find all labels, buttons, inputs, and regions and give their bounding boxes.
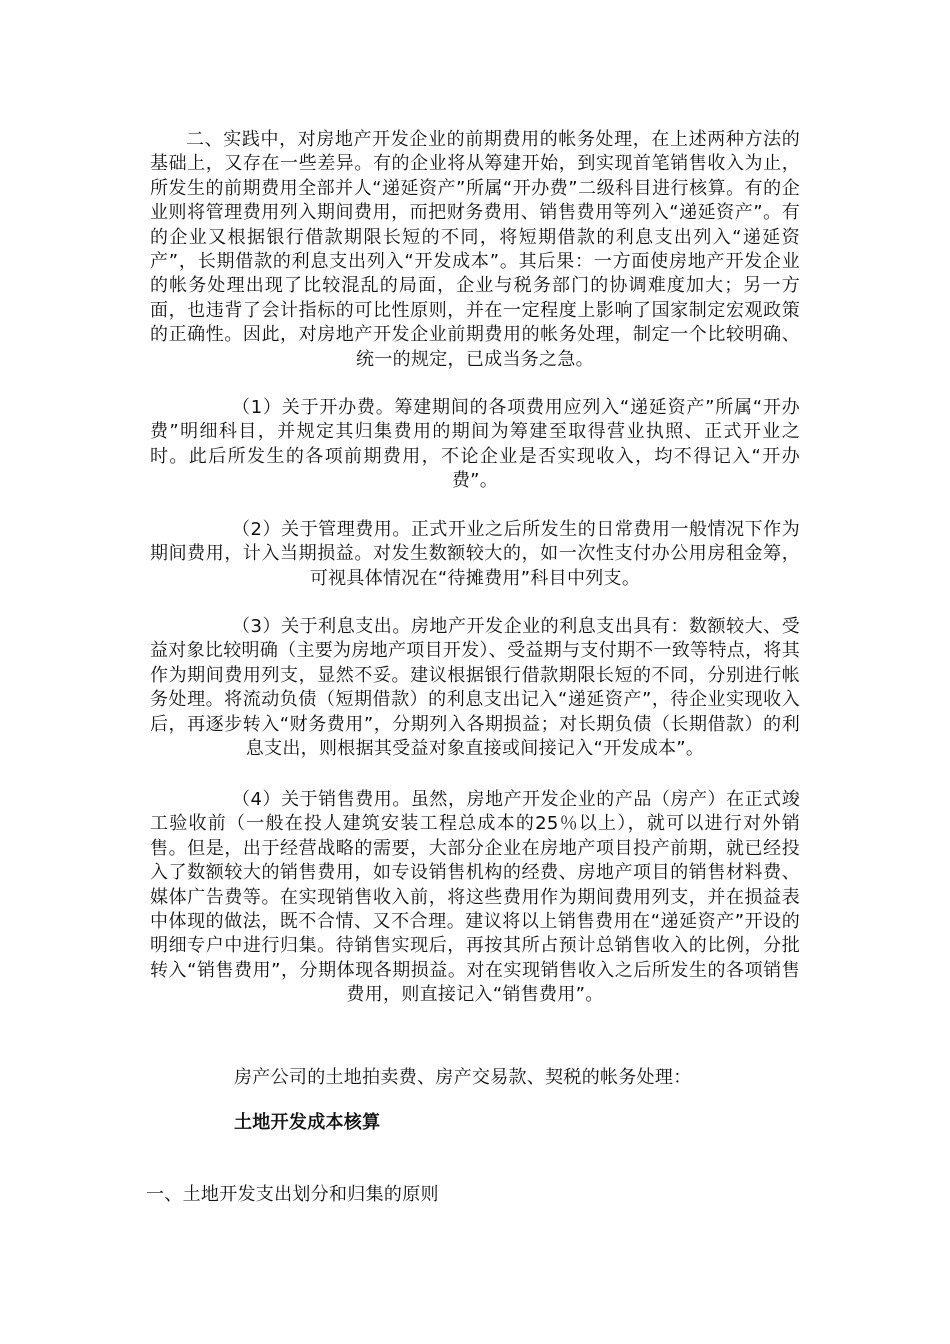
paragraph-management-expenses: （2）关于管理费用。正式开业之后所发生的日常费用一般情况下作为期间费用，计入当期损益。对发生数额较大的，如一次性支付办公用房租金筹，可视具体情况在“待摊费用”科目中列支。 xyxy=(150,519,800,589)
paragraph-pre-expense-practice: 二、实践中，对房地产开发企业的前期费用的帐务处理，在上述两种方法的基础上，又存在一些差异。有的企业将从筹建开始，到实现首笔销售收入为止，所发生的前期费用全部并人“递延资产”所属“开办费”二级科目进行核算。有的企业则将管理费用列入期间费用，而把财务费用、销售费用等列入“递延资产”。有的企业又根据银行借款期限长短的不同，将短期借款的利息支出列入“递延资产”，长期借款的利息支出列入“开发成本”。其后果：一方面使房地产开发企业的帐务处理出现了比较混乱的局面，企业与税务部门的协调难度加大；另一方面，也违背了会计指标的可比性原则，并在一定程度上影响了国家制定宏观政策的正确性。因此，对房地产开发企业前期费用的帐务处理，制定一个比较明确、统一的规定，已成当务之急。 xyxy=(150,129,800,370)
paragraph-startup-costs: （1）关于开办费。筹建期间的各项费用应列入“递延资产”所属“开办费”明细科目，并规定其归集费用的期间为筹建至取得营业执照、正式开业之时。此后所发生的各项前期费用，不论企业是否实现收入，均不得记入“开办费”。 xyxy=(150,397,800,492)
paragraph-selling-expenses: （4）关于销售费用。虽然，房地产开发企业的产品（房产）在正式竣工验收前（一般在投人建筑安装工程总成本的25％以上），就可以进行对外销售。但是，出于经营战略的需要，大部分企业在房地产项目投产前期，就已经投入了数额较大的销售费用，如专设销售机构的经费、房地产项目的销售材料费、媒体广告费等。在实现销售收入前，将这些费用作为期间费用列支，并在损益表中体现的做法，既不合情、又不合理。建议将以上销售费用在“递延资产”开设的明细专户中进行归集。待销售实现后，再按其所占预计总销售收入的比例，分批转入“销售费用”，分期体现各期损益。对在实现销售收入之后所发生的各项销售费用，则直接记入“销售费用”。 xyxy=(150,789,800,1006)
subheading: 房产公司的土地拍卖费、房产交易款、契税的帐务处理： xyxy=(234,1067,692,1088)
section-item: 一、土地开发支出划分和归集的原则 xyxy=(146,1184,439,1205)
section-title: 土地开发成本核算 xyxy=(234,1112,381,1133)
paragraph-interest-expense: （3）关于利息支出。房地产开发企业的利息支出具有：数额较大、受益对象比较明确（主要为房地产项目开发）、受益期与支付期不一致等特点，将其作为期间费用列支，显然不妥。建议根据银行借款期限长短的不同，分别进行帐务处理。将流动负债（短期借款）的利息支出记入“递延资产”，待企业实现收入后，再逐步转入“财务费用”，分期列入各期损益；对长期负债（长期借款）的利息支出，则根据其受益对象直接或间接记入“开发成本”。 xyxy=(150,616,800,760)
